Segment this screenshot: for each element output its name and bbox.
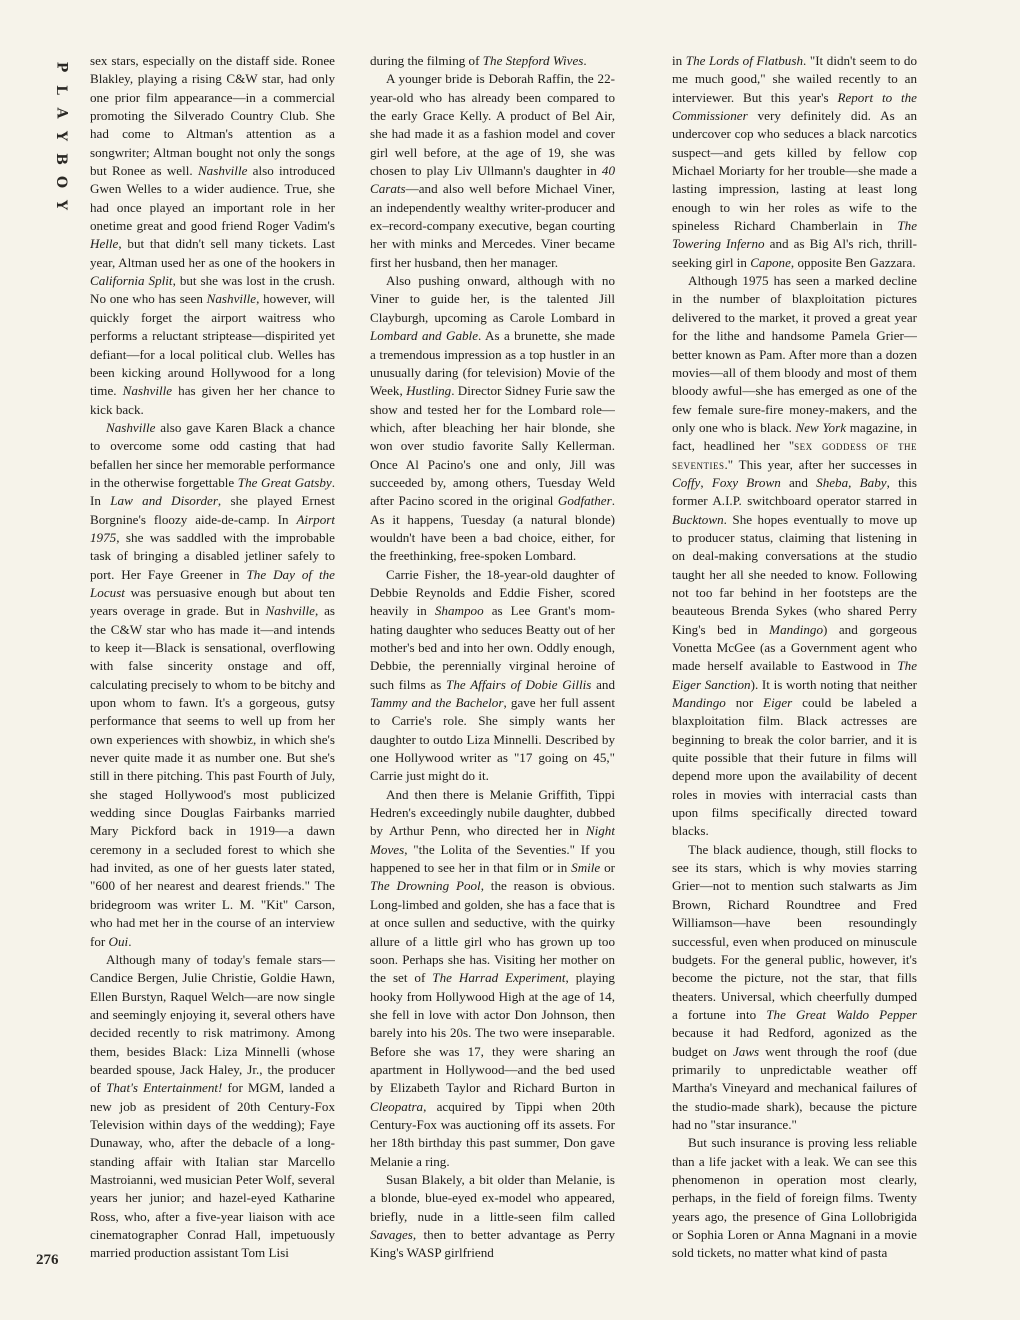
text-run: , but that didn't sell many tickets. Last year, Altman used her as one of the hookers in bbox=[90, 236, 335, 270]
italic-title: Lombard and Gable bbox=[370, 328, 479, 344]
text-run: , the reason is obvious. Long-limbed and golden, she has a face that is at once sullen and seductive, with the quirky allure of a little girl who has grown up too soon. Perhaps she has. Visiting her mother on the set of bbox=[370, 878, 615, 986]
text-run: Although many of today's female stars—Candice Bergen, Julie Christie, Goldie Hawn, Ellen Burstyn, Raquel Welch—are now single and seemingly enjoying it, several others have decided recently to risk matrimony. Among them, besides Black: Liza Minnelli (whose bearded spouse, Jack Haley, Jr., the producer of bbox=[90, 951, 335, 1096]
paragraph bbox=[370, 52, 615, 70]
text-run: sex stars, especially on the distaff side. Ronee Blakley, playing a rising C&W star, had only one prior film appearance—in a commercial promoting the Silverado Country Club. She had come to Altman's attention as a songwriter; Altman bought not only the songs but Ronee as well. bbox=[90, 53, 335, 179]
paragraph bbox=[370, 786, 615, 1171]
italic-title: Bucktown bbox=[672, 511, 724, 527]
italic-title: Helle bbox=[90, 236, 119, 252]
text-run: The black audience, though, still flocks to see its stars, which is why movies starring Grier—not to mention such stalwarts as Jim Brown, Richard Roundtree and Fred Williamson—have been resoundingly successful, even when produced on minuscule budgets. For the general public, however, it's become the picture, not the star, that fills theaters. Universal, which cheerfully dumped a fortune into bbox=[672, 841, 917, 1022]
text-run: was persuasive enough but about ten years overage in grade. But in bbox=[90, 584, 335, 619]
paragraph bbox=[90, 52, 335, 419]
italic-title: Mandingo bbox=[769, 621, 823, 637]
text-column-3 bbox=[672, 52, 917, 1294]
italic-title: Smile bbox=[571, 860, 601, 876]
text-run: , as the C&W star who has made it—and intends to keep it—Black is sensational, overflowing with false sincerity onstage and off, calculating precisely to whom to be bitchy and upon whom to fawn. It's a gorgeous, gutsy performance that seems to well up from her own experiences with showbiz, in which she's never quite made it as number one. But she's still in there pitching. This past Fourth of July, she staged Hollywood's most publicized wedding since Douglas Fairbanks married Mary Pickford back in 1919—a dawn ceremony in a secluded forest to which she had invited, as one of her guests later stated, "600 of her nearest and dearest friends." The bridegroom was writer L. M. "Kit" Carson, who had met her in the course of an interview for bbox=[90, 603, 335, 949]
paragraph bbox=[672, 52, 917, 272]
text-run: But such insurance is proving less reliable than a life jacket with a leak. We can see this phenomenon in operation most clearly, perhaps, in the field of foreign films. Twenty years ago, the presence of Gina Lollobrigida or Sophia Loren or Anna Magnani in a movie sold tickets, no matter what kind of pasta bbox=[672, 1135, 917, 1261]
text-run: Susan Blakely, a bit older than Melanie, is a blonde, blue-eyed ex-model who appeared, briefly, nude in a little-seen film called bbox=[370, 1171, 615, 1224]
italic-title: The Eiger Sanction bbox=[672, 658, 917, 692]
paragraph bbox=[90, 951, 335, 1263]
text-run: . She hopes eventually to move up to producer status, claiming that listening in on deal-making conversations at the studio taught her all she needed to know. Following not too far behind in her footsteps are the beauteous Brenda Sykes (who shared Perry King's bed in bbox=[672, 511, 917, 637]
masthead-letter: Y bbox=[53, 131, 69, 141]
text-run: And then there is Melanie Griffith, Tippi Hedren's exceedingly nubile daughter, dubbed by Arthur Penn, who directed her in bbox=[370, 786, 615, 839]
paragraph bbox=[672, 841, 917, 1135]
italic-title: Capone bbox=[750, 254, 791, 270]
italic-title: Airport 1975 bbox=[90, 511, 335, 545]
text-run: , "the Lolita of the Seventies." If you happened to see her in that film or in bbox=[370, 841, 615, 876]
italic-title: New York bbox=[795, 419, 847, 435]
paragraph bbox=[672, 272, 917, 841]
text-run: ." This year, after her successes in bbox=[724, 456, 917, 472]
text-run: ) and gorgeous Vonetta McGee (as a Government agent who made herself available to Eastwood in bbox=[672, 621, 917, 674]
text-run: also introduced Gwen Welles to a wider audience. True, she had once played an important role in her onetime great and good friend Roger Vadim's bbox=[90, 163, 335, 234]
text-run: ). It is worth noting that neither bbox=[750, 676, 917, 692]
text-run: —and also well before Michael Viner, an independently wealthy writer-producer and ex–record-company executive, began courting her with minks and Mercedes. Viner became first her husband, then her manager. bbox=[370, 181, 615, 270]
italic-title: Nashville bbox=[122, 383, 173, 399]
text-run: . As a brunette, she made a tremendous impression as a top hustler in an unusually daring (for television) Movie of the Week, bbox=[370, 328, 615, 399]
paragraph bbox=[370, 70, 615, 272]
page-number: 276 bbox=[36, 1252, 59, 1268]
text-run: . Director Sidney Furie saw the show and tested her for the Lombard role—which, after bleaching her hair blonde, she won over studio favorite Sally Kellerman. Once Al Pacino's one and only, Jill was succeeded by, among others, Tuesday Weld after Pacino scored in the original bbox=[370, 383, 615, 509]
text-run: because it had Redford, agonized as the budget on bbox=[672, 1025, 917, 1059]
italic-title: Nashville bbox=[265, 603, 315, 619]
text-run: during the filming of bbox=[370, 53, 483, 68]
text-run: or bbox=[600, 860, 615, 876]
small-caps-text: sex goddess of the seventies bbox=[672, 438, 917, 472]
italic-title: The Harrad Experiment bbox=[432, 970, 566, 986]
text-run: Carrie Fisher, the 18-year-old daughter of Debbie Reynolds and Eddie Fisher, scored heavily in bbox=[370, 566, 615, 619]
paragraph bbox=[90, 419, 335, 951]
paragraph bbox=[672, 1134, 917, 1262]
italic-title: Hustling bbox=[406, 383, 452, 399]
italic-title: The Affairs of Dobie Gillis bbox=[446, 676, 592, 692]
text-run: in bbox=[672, 53, 686, 68]
text-run: , gave her full assent to Carrie's role. She simply wants her daughter to outdo Liza Minnelli. Described by one Hollywood writer as "17 going on 45," Carrie just might do it. bbox=[370, 695, 615, 784]
text-run: , however, will quickly forget the airport waitress who performs a reluctant striptease—dispirited yet defiant—for a local political club. Welles has been kicking around Hollywood for a long time. bbox=[90, 291, 335, 399]
italic-title: Sheba, Baby bbox=[816, 474, 887, 490]
text-run: also gave Karen Black a chance to overcome some odd casting that had befallen her since her memorable performance in the otherwise forgettable bbox=[90, 419, 335, 490]
text-run: Also pushing onward, although with no Viner to guide her, is the talented Jill Clayburgh, upcoming as Carole Lombard in bbox=[370, 273, 615, 325]
masthead-letter: L bbox=[53, 85, 69, 95]
paragraph bbox=[370, 1171, 615, 1263]
italic-title: The Day of the Locust bbox=[90, 566, 335, 600]
text-run: , but she was lost in the crush. No one who has seen bbox=[90, 273, 335, 307]
masthead-letter: Y bbox=[53, 200, 69, 210]
italic-title: Law and Disorder bbox=[110, 493, 218, 509]
text-run: , playing hooky from Hollywood High at the age of 14, she fell in love with actor Don Johnson, then barely into his 20s. The two were inseparable. Before she was 17, they were sharing an apartment in Hollywood—and the bed used by Elizabeth Taylor and Richard Burton in bbox=[370, 970, 615, 1096]
text-run: , this former A.I.P. switchboard operator starred in bbox=[672, 474, 917, 509]
text-run: very definitely did. As an undercover cop who seduces a black narcotics suspect—and gets killed by fellow cop Michael Moriarty for her trouble—she made a lasting impression, lasting at least long enough to win her roles as wife to the spineless Richard Chamberlain in bbox=[672, 108, 917, 234]
italic-title: Night Moves bbox=[370, 823, 615, 857]
text-run: . bbox=[583, 53, 587, 68]
italic-title: Coffy bbox=[672, 474, 701, 490]
text-run: , then to better advantage as Perry King's WASP girlfriend bbox=[370, 1227, 615, 1261]
italic-title: The Great Gatsby bbox=[237, 474, 332, 490]
italic-title: The Towering Inferno bbox=[672, 218, 917, 252]
italic-title: Godfather bbox=[557, 493, 612, 509]
text-run: , bbox=[700, 474, 712, 490]
text-run: . bbox=[128, 933, 132, 949]
italic-title: Savages bbox=[370, 1227, 413, 1242]
italic-title: The Drowning Pool bbox=[370, 878, 481, 894]
italic-title: The Lords of Flatbush bbox=[685, 53, 803, 68]
italic-title: Shampoo bbox=[434, 603, 484, 619]
text-run: and as Big Al's rich, thrill-seeking girl in bbox=[672, 236, 917, 270]
masthead-letter: A bbox=[53, 107, 69, 119]
text-run: , acquired by Tippi when 20th Century-Fox was auctioning off its assets. For her 18th birthday this past summer, Don gave Melanie a ring. bbox=[370, 1098, 615, 1169]
italic-title: Jaws bbox=[732, 1043, 760, 1059]
text-column-1 bbox=[90, 52, 335, 1294]
text-run: for MGM, landed a new job as president of 20th Century-Fox Television within days of the wedding); Faye Dunaway, who, after the debacle of a long-standing affair with Italian star Marcello Mastroianni, wed musician Peter Wolf, several years her junior; and hazel-eyed Katharine Ross, who, after a five-year liaison with ace cinematographer Conrad Hall, impetuously married production assistant Tom Lisi bbox=[90, 1080, 335, 1261]
text-run: A younger bride is Deborah Raffin, the 22-year-old who has already been compared to the early Grace Kelly. A product of Bel Air, she had made it as a fashion model and cover girl well before, at the age of 19, she was chosen to play Liv Ullmann's daughter in bbox=[370, 71, 615, 179]
text-run: , she played Ernest Borgnine's floozy aide-de-camp. In bbox=[90, 493, 335, 527]
text-run: Although 1975 has seen a marked decline in the number of blaxploitation pictures delivered to the market, it proved a great year for the lithe and handsome Pamela Grier—better known as Pam. After more than a dozen movies—all of them bloody and most of them bloody awful—she has emerged as one of the few female sure-fire money-makers, and the only one who is black. bbox=[672, 273, 917, 435]
masthead bbox=[50, 60, 72, 212]
italic-title: Nashville bbox=[197, 163, 248, 179]
text-run: , she was saddled with the improbable task of bringing a disabled jetliner safely to port. Her Faye Greener in bbox=[90, 529, 335, 582]
italic-title: Nashville bbox=[106, 419, 156, 435]
text-run: , opposite Ben Gazzara. bbox=[790, 254, 916, 270]
paragraph bbox=[370, 566, 615, 786]
text-run: has given her her chance to kick back. bbox=[90, 383, 335, 417]
text-run: . "It didn't seem to do me much good," she wailed recently to an interviewer. But this year's bbox=[672, 53, 917, 105]
masthead-letter: O bbox=[52, 175, 69, 189]
italic-title: Cleopatra bbox=[370, 1098, 424, 1114]
text-run: magazine, in fact, headlined her " bbox=[672, 419, 917, 454]
text-run: as Lee Grant's mom-hating daughter who seduces Beatty out of her mother's bed and into her own. Oddly enough, Debbie, the perennially virginal heroine of such films as bbox=[370, 603, 615, 692]
text-run: and bbox=[780, 474, 817, 490]
italic-title: That's Entertainment! bbox=[106, 1080, 223, 1096]
italic-title: Eiger bbox=[763, 695, 793, 711]
italic-title: Nashville bbox=[206, 291, 257, 307]
italic-title: Tammy and the Bachelor bbox=[370, 695, 504, 711]
text-run: nor bbox=[725, 695, 764, 711]
paragraph bbox=[370, 272, 615, 566]
text-run: went through the roof (due primarily to unpredictable weather off Martha's Vineyard and mechanical failures of the studio-made shark), because the picture had no "star insurance." bbox=[672, 1043, 917, 1132]
italic-title: Mandingo bbox=[672, 695, 726, 711]
italic-title: 40 Carats bbox=[370, 163, 615, 197]
italic-title: The Stepford Wives bbox=[482, 53, 584, 68]
text-run: could be labeled a blaxploitation film. Black actresses are beginning to break the color barrier, and it is quite possible that their future in films will depend more upon the availability of decent roles in movies with interracial casts than upon films specifically directed toward blacks. bbox=[672, 695, 917, 839]
text-column-2 bbox=[370, 52, 615, 1294]
italic-title: California Split bbox=[90, 273, 173, 289]
italic-title: The Great Waldo Pepper bbox=[766, 1006, 917, 1022]
italic-title: Oui bbox=[108, 933, 129, 949]
masthead-letter: P bbox=[53, 61, 69, 73]
text-run: . In bbox=[90, 474, 335, 509]
text-run: and bbox=[591, 676, 615, 692]
masthead-letter: B bbox=[53, 153, 69, 165]
italic-title: Report to the Commissioner bbox=[672, 89, 917, 124]
text-run: . As it happens, Tuesday (a natural blonde) wouldn't have been a bad choice, either, for the freethinking, free-spoken Lombard. bbox=[370, 493, 615, 564]
italic-title: Foxy Brown bbox=[711, 474, 781, 490]
